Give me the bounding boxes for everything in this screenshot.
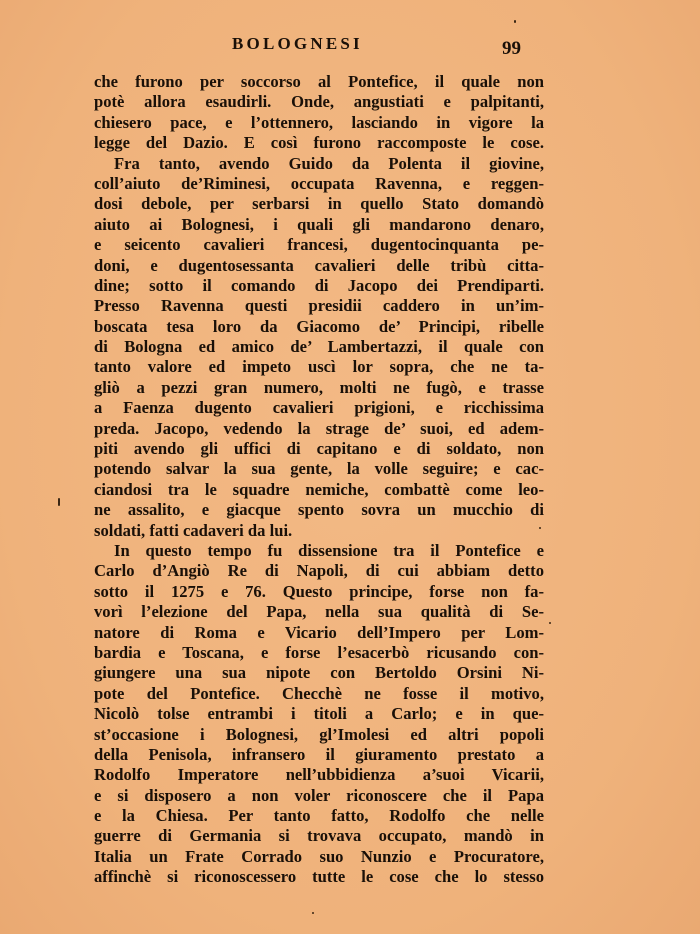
text-line: tanto valore ed impeto uscì lor sopra, che ne ta- — [94, 357, 544, 377]
text-line: guerre di Germania si trovava occupato, mandò in — [94, 826, 544, 846]
text-line: piti avendo gli uffici di capitano e di soldato, non — [94, 439, 544, 459]
text-line: legge del Dazio. E così furono raccomposte le cose. — [94, 133, 544, 153]
text-line: che furono per soccorso al Pontefice, il quale non — [94, 72, 544, 91]
text-line: e si disposero a non voler riconoscere che il Papa — [94, 785, 544, 805]
body-text — [94, 72, 544, 888]
text-line: di Bologna ed amico de’ Lambertazzi, il quale con — [94, 337, 544, 357]
text-line: Carlo d’Angiò Re di Napoli, di cui abbiam detto — [94, 561, 544, 581]
text-line: dosi debole, per serbarsi in quello Stato domandò — [94, 194, 544, 214]
text-line: Rodolfo Imperatore nell’ubbidienza a’suoi Vicarii, — [94, 765, 544, 785]
text-line: e la Chiesa. Per tanto fatto, Rodolfo che nelle — [94, 806, 544, 826]
text-line: In questo tempo fu dissensione tra il Pontefice e — [114, 540, 544, 560]
text-line: doni, e dugentosessanta cavalieri delle tribù citta- — [94, 255, 544, 275]
ink-speck — [58, 498, 60, 506]
text-line: aiuto ai Bolognesi, i quali gli mandarono denaro, — [94, 214, 544, 234]
text-line: Fra tanto, avendo Guido da Polenta il giovine, — [114, 153, 544, 173]
text-line: ne assalito, e giacque spento sovra un mucchio di — [94, 500, 544, 520]
text-line: boscata tesa loro da Giacomo de’ Principi, ribelle — [94, 316, 544, 336]
text-line: pote del Pontefice. Checchè ne fosse il motivo, — [94, 683, 544, 703]
text-line: Nicolò tolse entrambi i titoli a Carlo; e in que- — [94, 704, 544, 724]
text-line: della Penisola, infransero il giuramento prestato a — [94, 744, 544, 764]
running-title: BOLOGNESI — [232, 34, 363, 53]
text-line: vorì l’elezione del Papa, nella sua qualità di Se- — [94, 602, 544, 622]
text-line: affinchè si riconoscessero tutte le cose che lo stesso — [94, 867, 544, 887]
ink-speck — [549, 622, 551, 624]
text-line: potendo salvar la sua gente, la volle seguire; e cac- — [94, 459, 544, 479]
text-line: Presso Ravenna questi presidii caddero in un’im- — [94, 296, 544, 316]
running-head — [0, 34, 700, 58]
text-line: Italia un Frate Corrado suo Nunzio e Procuratore, — [94, 846, 544, 866]
text-line: st’occasione i Bolognesi, gl’Imolesi ed altri popoli — [94, 724, 544, 744]
text-line: bardia e Toscana, e forse l’esacerbò ricusando con- — [94, 642, 544, 662]
text-line: sotto il 1275 e 76. Questo principe, forse non fa- — [94, 581, 544, 601]
page-number: 99 — [502, 38, 521, 59]
text-line: giungere una sua nipote con Bertoldo Orsini Ni- — [94, 663, 544, 683]
ink-speck — [539, 527, 541, 529]
text-line: potè allora esaudirli. Onde, angustiati e palpitanti, — [94, 92, 544, 112]
text-line: coll’aiuto de’Riminesi, occupata Ravenna, e reggen- — [94, 173, 544, 193]
text-line: dine; sotto il comando di Jacopo dei Prendiparti. — [94, 275, 544, 295]
text-line: chiesero pace, e l’ottennero, lasciando in vigore la — [94, 112, 544, 132]
ink-speck — [514, 20, 516, 23]
text-line: e seicento cavalieri francesi, dugentocinquanta pe- — [94, 235, 544, 255]
ink-speck — [312, 912, 314, 914]
text-line: gliò a pezzi gran numero, molti ne fugò, e trasse — [94, 377, 544, 397]
text-line: soldati, fatti cadaveri da lui. — [94, 520, 293, 540]
text-line: preda. Jacopo, vedendo la strage de’ suoi, ed adem- — [94, 418, 544, 438]
text-line: ciandosi tra le squadre nemiche, combattè come leo- — [94, 479, 544, 499]
text-line: natore di Roma e Vicario dell’Impero per Lom- — [94, 622, 544, 642]
text-line: a Faenza dugento cavalieri prigioni, e ricchissima — [94, 398, 544, 418]
